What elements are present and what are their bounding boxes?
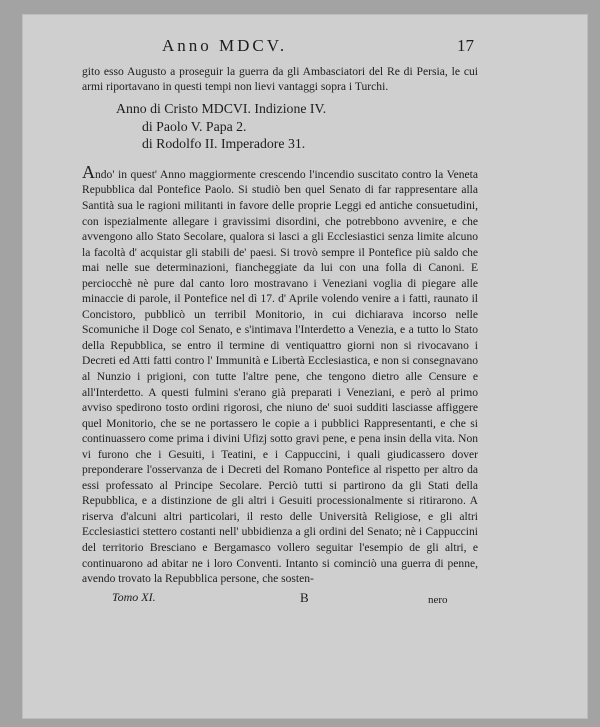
year-heading-line-1: Anno di Cristo MDCVI. Indizione IV. — [116, 101, 327, 117]
year-heading-line-3: di Rodolfo II. Imperadore 31. — [142, 136, 306, 152]
signature-mark: B — [300, 589, 309, 605]
main-paragraph-text: ndo' in quest' Anno maggiormente crescendo l'incendio suscitato contro la Veneta Repubblica dal Pontefice Paolo. Si studiò ben quel Senato di far rappresentare alla Santità sua le ragioni militanti in favore delle proprie Leggi ed antiche consuetudini, con ispezialmente allegare i gravissimi disordini, che potrebbono avvenire, e che avvengono allo Stato Secolare, qualora si lasci a gli Ecclesiastici senza limite alcuno la facoltà d' acquistar gli stabili de' paesi. Si trovò sempre il Pontefice più saldo che mai nelle sue determinazioni, fiancheggiate da lui con una folla di Canoni. E perciocchè nè pure dal canto loro mostravano i Veneziani voglia di piegare alle minaccie di parole, il Pontefice nel dì 17. d' Aprile volendo venire a i fatti, raunato il Concistoro, pubblicò un terribil Monitorio, in cui dichiarava incorso nelle Scomuniche il Doge col Senato, e s'intimava l'Interdetto a Venezia, e a tutto lo Stato della Repubblica, se entro il termine di ventiquattro giorni non si rivocavano i Decreti ed Atti fatti contro l' Immunità e Libertà Ecclesiastica, e non si consegnavano al Nunzio i prigioni, con tutte l'altre pene, che tengono dietro alle Censure e all'Interdetto. A questi fulmini s'erano già preparati i Veneziani, e però al primo avviso spedirono tosto ordini rigorosi, che niuno de' suoi sudditi lasciasse affiggere quel Monitorio, che se ne portassero le copie a i pubblici Rappresentanti, e che si continuassero come prima i divini Ufizj sotto gravi pene, e pena insin della vita. Non vi furono che i Gesuiti, i Teatini, e i Cappuccini, i quali giudicassero dover preponderare l'osservanza de i Decreti del Romano Pontefice al rispetto per altro da essi professato al Principe Secolare. Perciò tutti si partirono da gli Stati della Repubblica, e a distinzione de gli altri i Gesuiti processionalmente si ritirarono. A riserva d'alcuni altri particolari, il resto delle Università Religiose, e gli altri Ecclesiastici stettero costanti nell' ubbidienza a gli ordini del Senato; nè i Cappuccini del territorio Bresciano e Bergamasco vollero seguitar l'esempio de gli altri, e continuarono ad abitar ne i loro Conventi. Intanto si cominciò una guerra di penne, avendo trovato la Repubblica persone, che sosten- — [82, 168, 478, 586]
initial-letter: A — [82, 161, 95, 182]
running-head — [82, 36, 478, 58]
text-block — [82, 36, 478, 608]
year-heading — [116, 100, 478, 153]
running-head-title: Anno MDCV. — [162, 36, 288, 55]
volume-label: Tomo XI. — [112, 589, 156, 604]
carryover-paragraph: gito esso Augusto a proseguir la guerra da gli Ambasciatori del Re di Persia, le cui armi riportavano in questi tempi non lievi vantaggi sopra i Turchi. — [82, 65, 478, 94]
page-number: 17 — [457, 36, 474, 55]
catchword: nero — [428, 593, 448, 606]
main-paragraph — [82, 161, 478, 588]
page-footer — [82, 590, 478, 608]
book-page — [22, 14, 588, 719]
year-heading-line-2: di Paolo V. Papa 2. — [142, 118, 247, 134]
